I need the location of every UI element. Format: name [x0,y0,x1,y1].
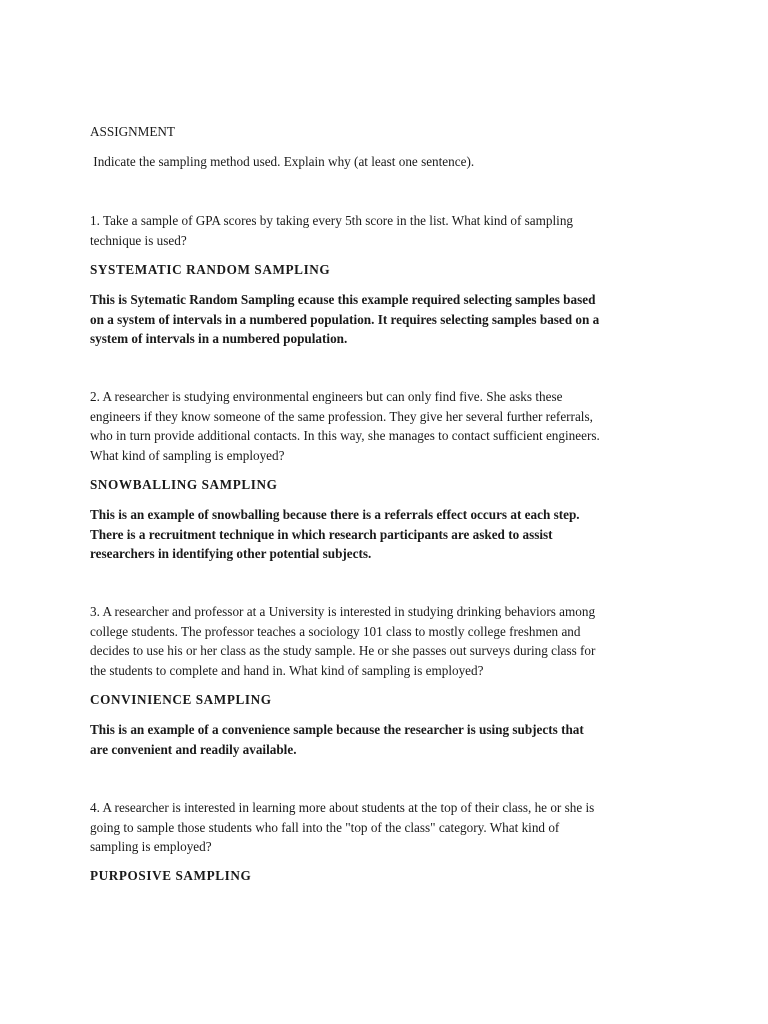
question-line: decides to use his or her class as the study sample. He or she passes out surveys during class for [90,643,596,658]
question-line: 3. A researcher and professor at a University is interested in studying drinking behaviors among [90,604,596,619]
question-1-text [90,211,690,250]
question-3-explanation [90,720,690,759]
question-line: 2. A researcher is studying environmental engineers but can only find five. She asks these [90,389,563,404]
instructions-line: Indicate the sampling method used. Explain why (at least one sentence). [90,154,475,169]
question-line: What kind of sampling is employed? [90,447,285,463]
question-line: who in turn provide additional contacts. In this way, she manages to contact sufficient engineers. [90,428,600,443]
explanation-line: on a system of intervals in a numbered population. It requires selecting samples based on a [90,311,600,327]
question-4-text [90,798,690,857]
question-2-method: SNOWBALLING SAMPLING [90,477,278,492]
explanation-line: This is an example of snowballing because there is a referrals effect occurs at each step. [90,507,580,522]
question-line: college students. The professor teaches a sociology 101 class to mostly college freshmen and [90,623,581,639]
question-1-method: SYSTEMATIC RANDOM SAMPLING [90,262,331,277]
question-line: going to sample those students who fall into the "top of the class" category. What kind of [90,819,560,835]
question-line: the students to complete and hand in. What kind of sampling is employed? [90,662,484,678]
explanation-line: There is a recruitment technique in which research participants are asked to assist [90,526,553,542]
question-4-method: PURPOSIVE SAMPLING [90,868,252,883]
question-3-method: CONVINIENCE SAMPLING [90,692,272,707]
question-line: technique is used? [90,232,187,248]
question-3-text [90,602,690,680]
assignment-title: ASSIGNMENT [90,124,175,139]
question-2-text [90,387,690,465]
question-line: sampling is employed? [90,839,212,854]
explanation-line: system of intervals in a numbered population. [90,331,348,346]
question-line: engineers if they know someone of the same profession. They give her several further referrals, [90,408,593,424]
question-line: 1. Take a sample of GPA scores by taking every 5th score in the list. What kind of sampling [90,213,574,228]
question-1-explanation [90,290,690,349]
explanation-line: researchers in identifying other potential subjects. [90,546,372,561]
question-2-explanation [90,505,690,564]
explanation-line: This is Sytematic Random Sampling ecause this example required selecting samples based [90,292,596,307]
instructions [90,152,690,172]
question-line: 4. A researcher is interested in learning more about students at the top of their class, he or she is [90,800,595,815]
explanation-line: are convenient and readily available. [90,741,297,757]
explanation-line: This is an example of a convenience sample because the researcher is using subjects that [90,722,584,737]
